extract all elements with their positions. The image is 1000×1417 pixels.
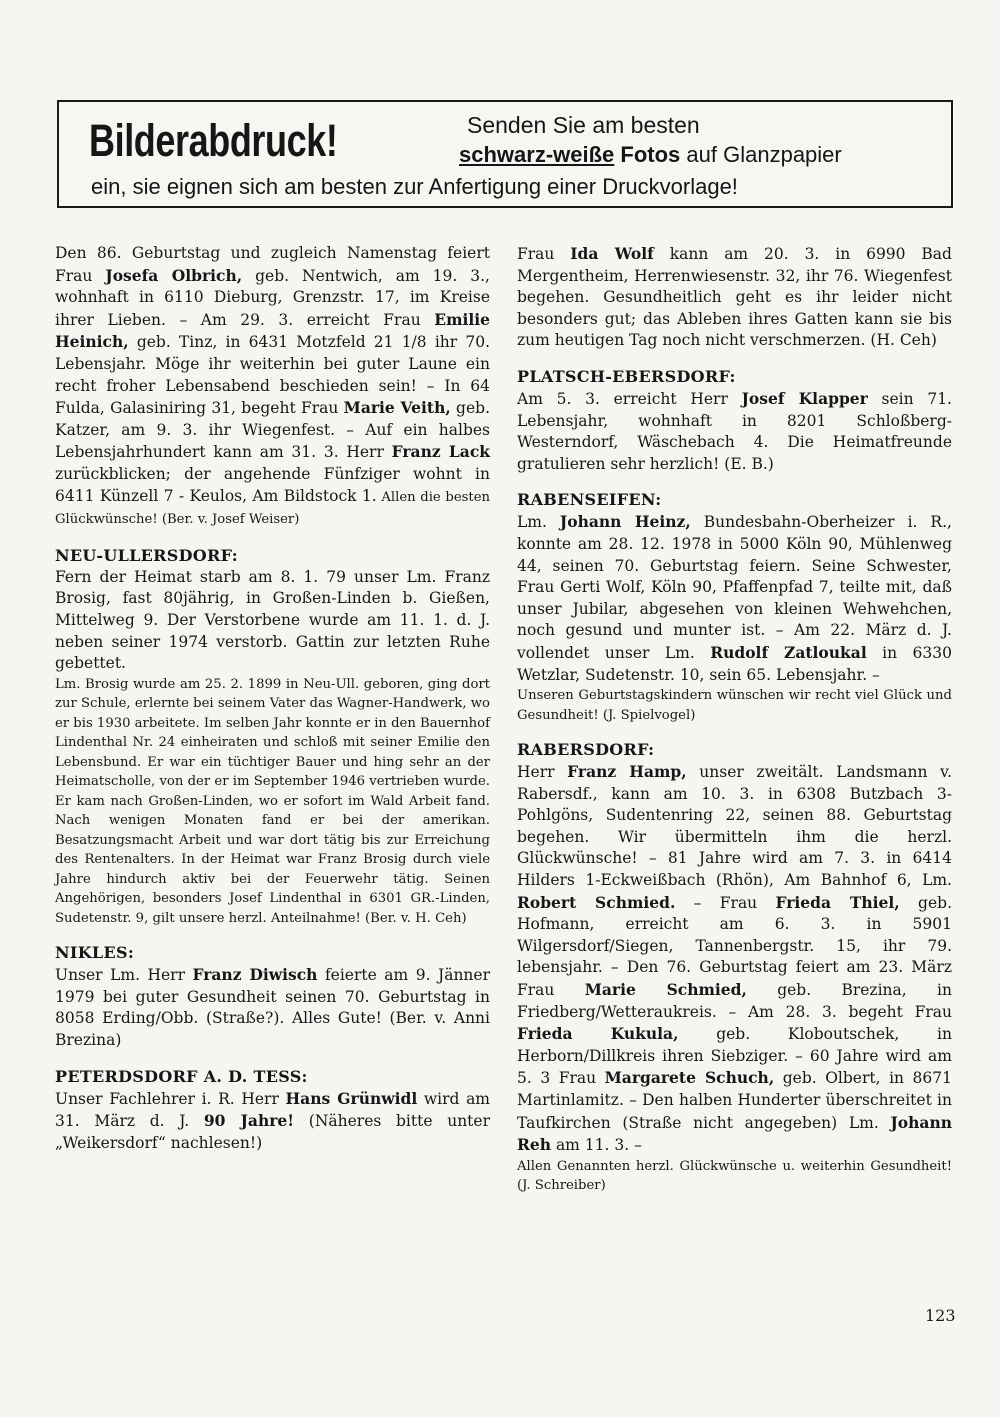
text-run: unser zweitält. Landsmann v. Rabersdf., kann am 10. 3. in 6308 Butzbach 3-Pohlgöns, Sudentenring 22, seinen 88. Geburtstag begehen. Wir übermitteln ihm die herzl. Glückwünsche! – 81 Jahre wird am 7. 3. in 6414 Hilders 1-Eckweißbach (Rhön), Am Bahnhof 6, Lm. (517, 763, 953, 890)
left-column (55, 243, 490, 1154)
peterdsdorf-paragraph (55, 1088, 490, 1155)
text-run: wird am 31. März d. J. (55, 1089, 491, 1131)
person-name: Frieda Thiel, (775, 892, 900, 912)
text-run: geb. Nentwich, am 19. 3., wohnhaft in 6110 Dieburg, Grenzstr. 17, im Kreise ihrer Lieben. – Am 29. 3. erreicht Frau (55, 266, 490, 329)
text-run: kann am 20. 3. in 6990 Bad Mergentheim, Herrenwiesenstr. 32, ihr 76. Wiegenfest begehen. Gesundheitlich geht es ihr leider nicht besonders gut; das Ableben ihres Gatten kann sie bis zum heutigen Tag noch nicht verschmerzen. (H. Ceh) (517, 245, 952, 350)
notice-line-3: ein, sie eignen sich am besten zur Anfertigung einer Druckvorlage! (91, 174, 738, 199)
text-run: in 6330 Wetzlar, Sudetenstr. 10, sein 65. Lebensjahr. – (517, 643, 952, 684)
section-heading-platsch-ebersdorf: PLATSCH-EBERSDORF: (517, 366, 736, 386)
notice-fotos: Fotos (620, 142, 681, 167)
text-run: Den 86. Geburtstag und zugleich Namenstag feiert Frau (55, 244, 490, 285)
nikles-paragraph (55, 964, 490, 1051)
birthday-paragraph (55, 243, 490, 531)
text-run: geb. Kloboutschek, in Herborn/Dillkreis ihren Siebziger. – 60 Jahre wird am 5. 3 Frau (517, 1025, 952, 1088)
text-run: geb. Brezina, in Friedberg/Wetteraukreis. – Am 28. 3. begeht Frau (517, 981, 952, 1021)
text-run: am 11. 3. – (551, 1136, 642, 1155)
text-run-small: Allen die besten Glückwünsche! (Ber. v. Josef Weiser) (55, 489, 490, 528)
text-run: feierte am 9. Jänner 1979 bei guter Gesundheit seinen 70. Geburtstag in 8058 Erding/Obb. (Straße?). Alles Gute! (Ber. v. Anni Brezina) (55, 966, 490, 1049)
ida-wolf-paragraph (517, 243, 952, 352)
person-name: Margarete Schuch, (604, 1068, 775, 1088)
age-highlight: 90 Jahre! (203, 1111, 295, 1131)
text-run: Herr (517, 763, 568, 782)
neu-ullersdorf-paragraph: Fern der Heimat starb am 8. 1. 79 unser Lm. Franz Brosig, fast 80jährig, in Großen-Linden b. Gießen, Mittelweg 9. Der Verstorbene wurde am 11. 1. d. J. neben seiner 1974 verstorb. Gattin zur letzten Ruhe gebettet. (55, 567, 490, 673)
text-run: sein 71. Lebensjahr, wohnhaft in 8201 Schloßberg-Westerndorf, Wäschebach 4. Die Heimatfreunde gratulieren sehr herzlich! (E. B.) (517, 389, 952, 473)
notice-line-2-rest: auf Glanzpapier (686, 142, 842, 167)
rabenseifen-wishes: Unseren Geburtstagskindern wünschen wir recht viel Glück und Gesundheit! (J. Spielvogel) (517, 688, 952, 723)
section-heading-rabenseifen: RABENSEIFEN: (517, 490, 662, 510)
person-name: Hans Grünwidl (285, 1088, 418, 1108)
text-run: zurückblicken; der angehende Fünfziger wohnt in 6411 Künzell 7 - Keulos, Am Bildstock 1. (55, 464, 490, 505)
person-name: Franz Hamp, (567, 762, 687, 782)
photo-notice-box (57, 100, 953, 208)
rabersdorf-wishes: Allen Genannten herzl. Glückwünsche u. weiterhin Gesundheit! (J. Schreiber) (517, 1158, 952, 1194)
text-run: Unser Fachlehrer i. R. Herr (55, 1089, 286, 1108)
text-run: Unser Lm. Herr (55, 966, 193, 985)
text-run: geb. Olbert, in 8671 Martinlamitz. – Den halben Hunderter überschreitet in Taufkirchen (Straße nicht angegeben) Lm. (517, 1069, 952, 1132)
person-name: Robert Schmied. (517, 892, 676, 912)
section-heading-nikles: NIKLES: (55, 943, 135, 963)
person-name: Josef Klapper (741, 388, 868, 408)
section-heading-neu-ullersdorf: NEU-ULLERSDORF: (55, 545, 238, 565)
page-number: 123 (925, 1306, 956, 1325)
notice-line-2 (459, 142, 842, 168)
text-run: Am 5. 3. erreicht Herr (517, 389, 742, 408)
person-name: Franz Lack (391, 442, 490, 462)
notice-title: Bilderabdruck! (89, 115, 338, 166)
person-name: Johann Heinz, (559, 512, 691, 532)
person-name: Marie Schmied, (584, 980, 747, 1000)
section-heading-peterdsdorf: PETERDSDORF A. D. TESS: (55, 1066, 308, 1086)
person-name: Josefa Olbrich, (105, 265, 243, 285)
section-heading-rabersdorf: RABERSDORF: (517, 740, 655, 760)
text-run: geb. Hofmann, erreicht am 6. 3. in 5901 Wilgersdorf/Siegen, Tannenbergstr. 15, ihr 79. lebensjahr. – Den 76. Geburtstag feiert am 23. März Frau (517, 893, 952, 1000)
rabersdorf-paragraph (517, 761, 952, 1157)
notice-line-1: Senden Sie am besten (467, 112, 700, 138)
person-name: Johann Reh (517, 1112, 952, 1155)
text-run: geb. Tinz, in 6431 Motzfeld 21 1/8 ihr 70. Lebensjahr. Möge ihr weiterhin bei guter Laune ein recht froher Lebensabend beschieden sein! – In 64 Fulda, Galasiniring 31, begeht Frau (55, 333, 490, 418)
person-name: Rudolf Zatloukal (710, 642, 867, 662)
person-name: Emilie Heinich, (55, 309, 490, 352)
text-run: geb. Katzer, am 9. 3. ihr Wiegenfest. – Auf ein halbes Lebensjahrhundert kann am 31. 3. Herr (55, 399, 490, 462)
person-name: Franz Diwisch (192, 965, 318, 985)
platsch-paragraph (517, 388, 952, 475)
person-name: Ida Wolf (570, 244, 654, 263)
text-run: – Frau (675, 893, 776, 912)
right-column (517, 243, 952, 1196)
text-run: Bundesbahn-Oberheizer i. R., konnte am 28. 12. 1978 in 5000 Köln 90, Mühlenweg 44, seinen 70. Geburtstag feiern. Seine Schwester, Frau Gerti Wolf, Köln 90, Pfaffenpfad 7, teilte mit, daß unser Jubilar, abgesehen von kleinen Wehwehchen, noch gesund und munter ist. – Am 22. März d. J. vollendet unser Lm. (517, 513, 952, 662)
text-run: Lm. (517, 513, 560, 532)
text-run: (Näheres bitte unter „Weikersdorf“ nachlesen!) (55, 1112, 490, 1152)
notice-emphasis: schwarz-weiße (459, 142, 615, 167)
person-name: Marie Veith, (343, 398, 451, 418)
rabenseifen-paragraph (517, 511, 952, 686)
text-run: Frau (517, 245, 571, 263)
person-name: Frieda Kukula, (517, 1024, 679, 1044)
neu-ullersdorf-obituary: Lm. Brosig wurde am 25. 2. 1899 in Neu-Ull. geboren, ging dort zur Schule, erlernte bei seinem Vater das Wagner-Handwerk, wo er bis 1930 arbeitete. Im selben Jahr konnte er in den Bauernhof Lindenthal Nr. 24 einheiraten und schloß mit seiner Emilie den Lebensbund. Er war ein tüchtiger Bauer und hing sehr an der Heimatscholle, von der er im September 1946 vertrieben wurde. Er kam nach Großen-Linden, wo er sofort im Wald Arbeit fand. Nach wenigen Monaten fand er bei der amerikan. Besatzungsmacht Arbeit und war dort tätig bis zur Erreichung des Rentenalters. In der Heimat war Franz Brosig durch viele Jahre hindurch aktiv bei der Feuerwehr tätig. Seinen Angehörigen, besonders Josef Lindenthal in 6301 GR.-Linden, Sudetenstr. 9, gilt unsere herzl. Anteilnahme! (Ber. v. H. Ceh) (55, 676, 490, 926)
